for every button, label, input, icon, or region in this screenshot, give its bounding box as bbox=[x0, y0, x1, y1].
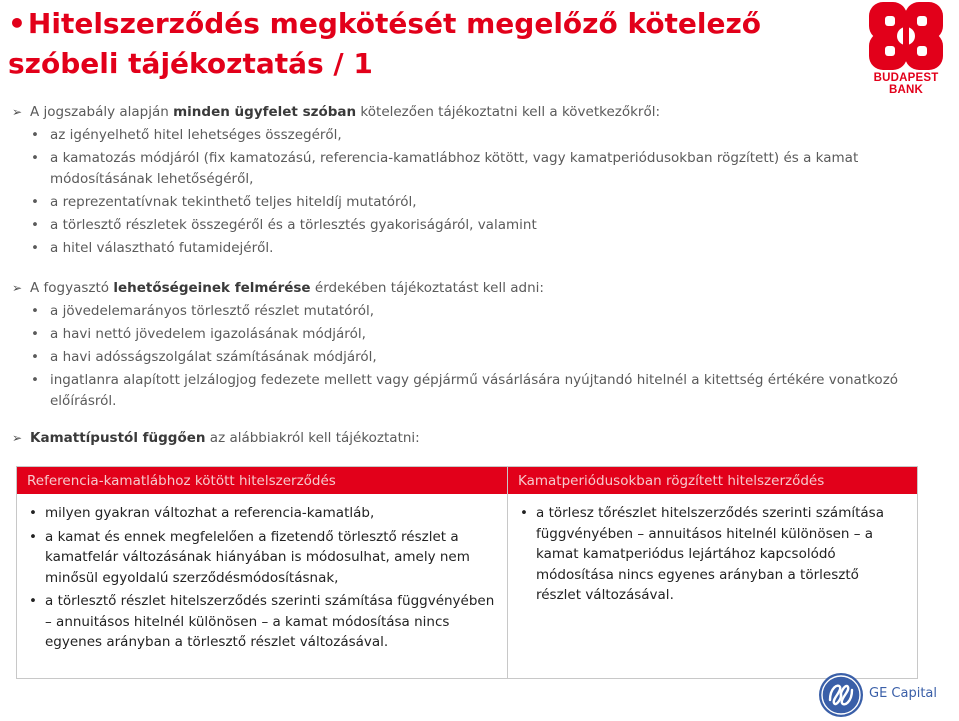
heading-text: Kamattípustól függően az alábbiakról kell tájékoztatni: bbox=[30, 430, 420, 446]
list-item: • a havi adósságszolgálat számításának módjáról, bbox=[12, 347, 932, 368]
list-item: • a törlesztő részletek összegéről és a törlesztés gyakoriságáról, valamint bbox=[12, 215, 932, 236]
bullet-list bbox=[12, 125, 932, 259]
column-body bbox=[17, 495, 507, 653]
section-legal-requirements bbox=[12, 103, 932, 261]
ge-monogram-logo bbox=[818, 672, 864, 718]
bank-name: BUDAPEST BANK bbox=[873, 72, 939, 96]
list-item: • ingatlanra alapított jelzálogjog fedezete mellett vagy gépjármű vásárlására nyújtandó hitelnél a kitettség értékére vonatkozó előírásról. bbox=[12, 370, 932, 412]
section-consumer-assessment bbox=[12, 279, 932, 414]
column-header: Kamatperiódusokban rögzített hitelszerződés bbox=[508, 467, 917, 495]
arrow-bullet-icon: ➢ bbox=[12, 281, 23, 295]
column-header: Referencia-kamatlábhoz kötött hitelszerződés bbox=[17, 467, 507, 495]
bullet-list bbox=[12, 301, 932, 412]
section-interest-type bbox=[12, 429, 932, 448]
page-title bbox=[8, 4, 828, 84]
arrow-bullet-icon: ➢ bbox=[12, 431, 23, 445]
section-heading bbox=[12, 103, 932, 122]
list-item: • a reprezentatívnak tekinthető teljes hiteldíj mutatóról, bbox=[12, 192, 932, 213]
list-item: • a havi nettó jövedelem igazolásának módjáról, bbox=[12, 324, 932, 345]
ge-capital-label: GE Capital bbox=[869, 686, 938, 701]
list-item: • a törlesz tőrészlet hitelszerződés szerinti számítása függvényében – annuitásos hitelnél különösen – a kamat kamatperiódus lejártához kapcsolódó módosítása nincs egyenes arányban a törlesztő részlet változásával. bbox=[514, 503, 907, 606]
arrow-bullet-icon: ➢ bbox=[12, 105, 23, 119]
list-item: • milyen gyakran változhat a referencia-kamatláb, bbox=[23, 503, 497, 524]
list-item: • az igényelhető hitel lehetséges összegéről, bbox=[12, 125, 932, 146]
title-bullet: • bbox=[8, 7, 26, 40]
column-body bbox=[508, 495, 917, 606]
section-heading bbox=[12, 279, 932, 298]
comparison-table bbox=[16, 466, 918, 679]
list-item: • a jövedelemarányos törlesztő részlet mutatóról, bbox=[12, 301, 932, 322]
heading-text: A fogyasztó lehetőségeinek felmérése érdekében tájékoztatást kell adni: bbox=[30, 280, 544, 296]
section-heading bbox=[12, 429, 932, 448]
table-column-reference-rate bbox=[17, 467, 508, 678]
title-text: Hitelszerződés megkötését megelőző kötelező szóbeli tájékoztatás / 1 bbox=[8, 7, 762, 80]
list-item: • a hitel választható futamidejéről. bbox=[12, 238, 932, 259]
table-column-fixed-period bbox=[508, 467, 917, 678]
heading-text: A jogszabály alapján minden ügyfelet szóban kötelezően tájékoztatni kell a következőkről: bbox=[30, 104, 661, 120]
list-item: • a kamatozás módjáról (fix kamatozású, referencia-kamatlábhoz kötött, vagy kamatperiódusokban rögzített) és a kamat módosításának lehetőségéről, bbox=[12, 148, 932, 190]
list-item: • a kamat és ennek megfelelően a fizetendő törlesztő részlet a kamatfelár változásának hiányában is módosulhat, amely nem minősül egyoldalú szerződésmódosításnak, bbox=[23, 527, 497, 589]
list-item: • a törlesztő részlet hitelszerződés szerinti számítása függvényében – annuitásos hitelnél különösen – a kamat módosítása nincs egyenes arányban a törlesztő részlet változásával. bbox=[23, 591, 497, 653]
